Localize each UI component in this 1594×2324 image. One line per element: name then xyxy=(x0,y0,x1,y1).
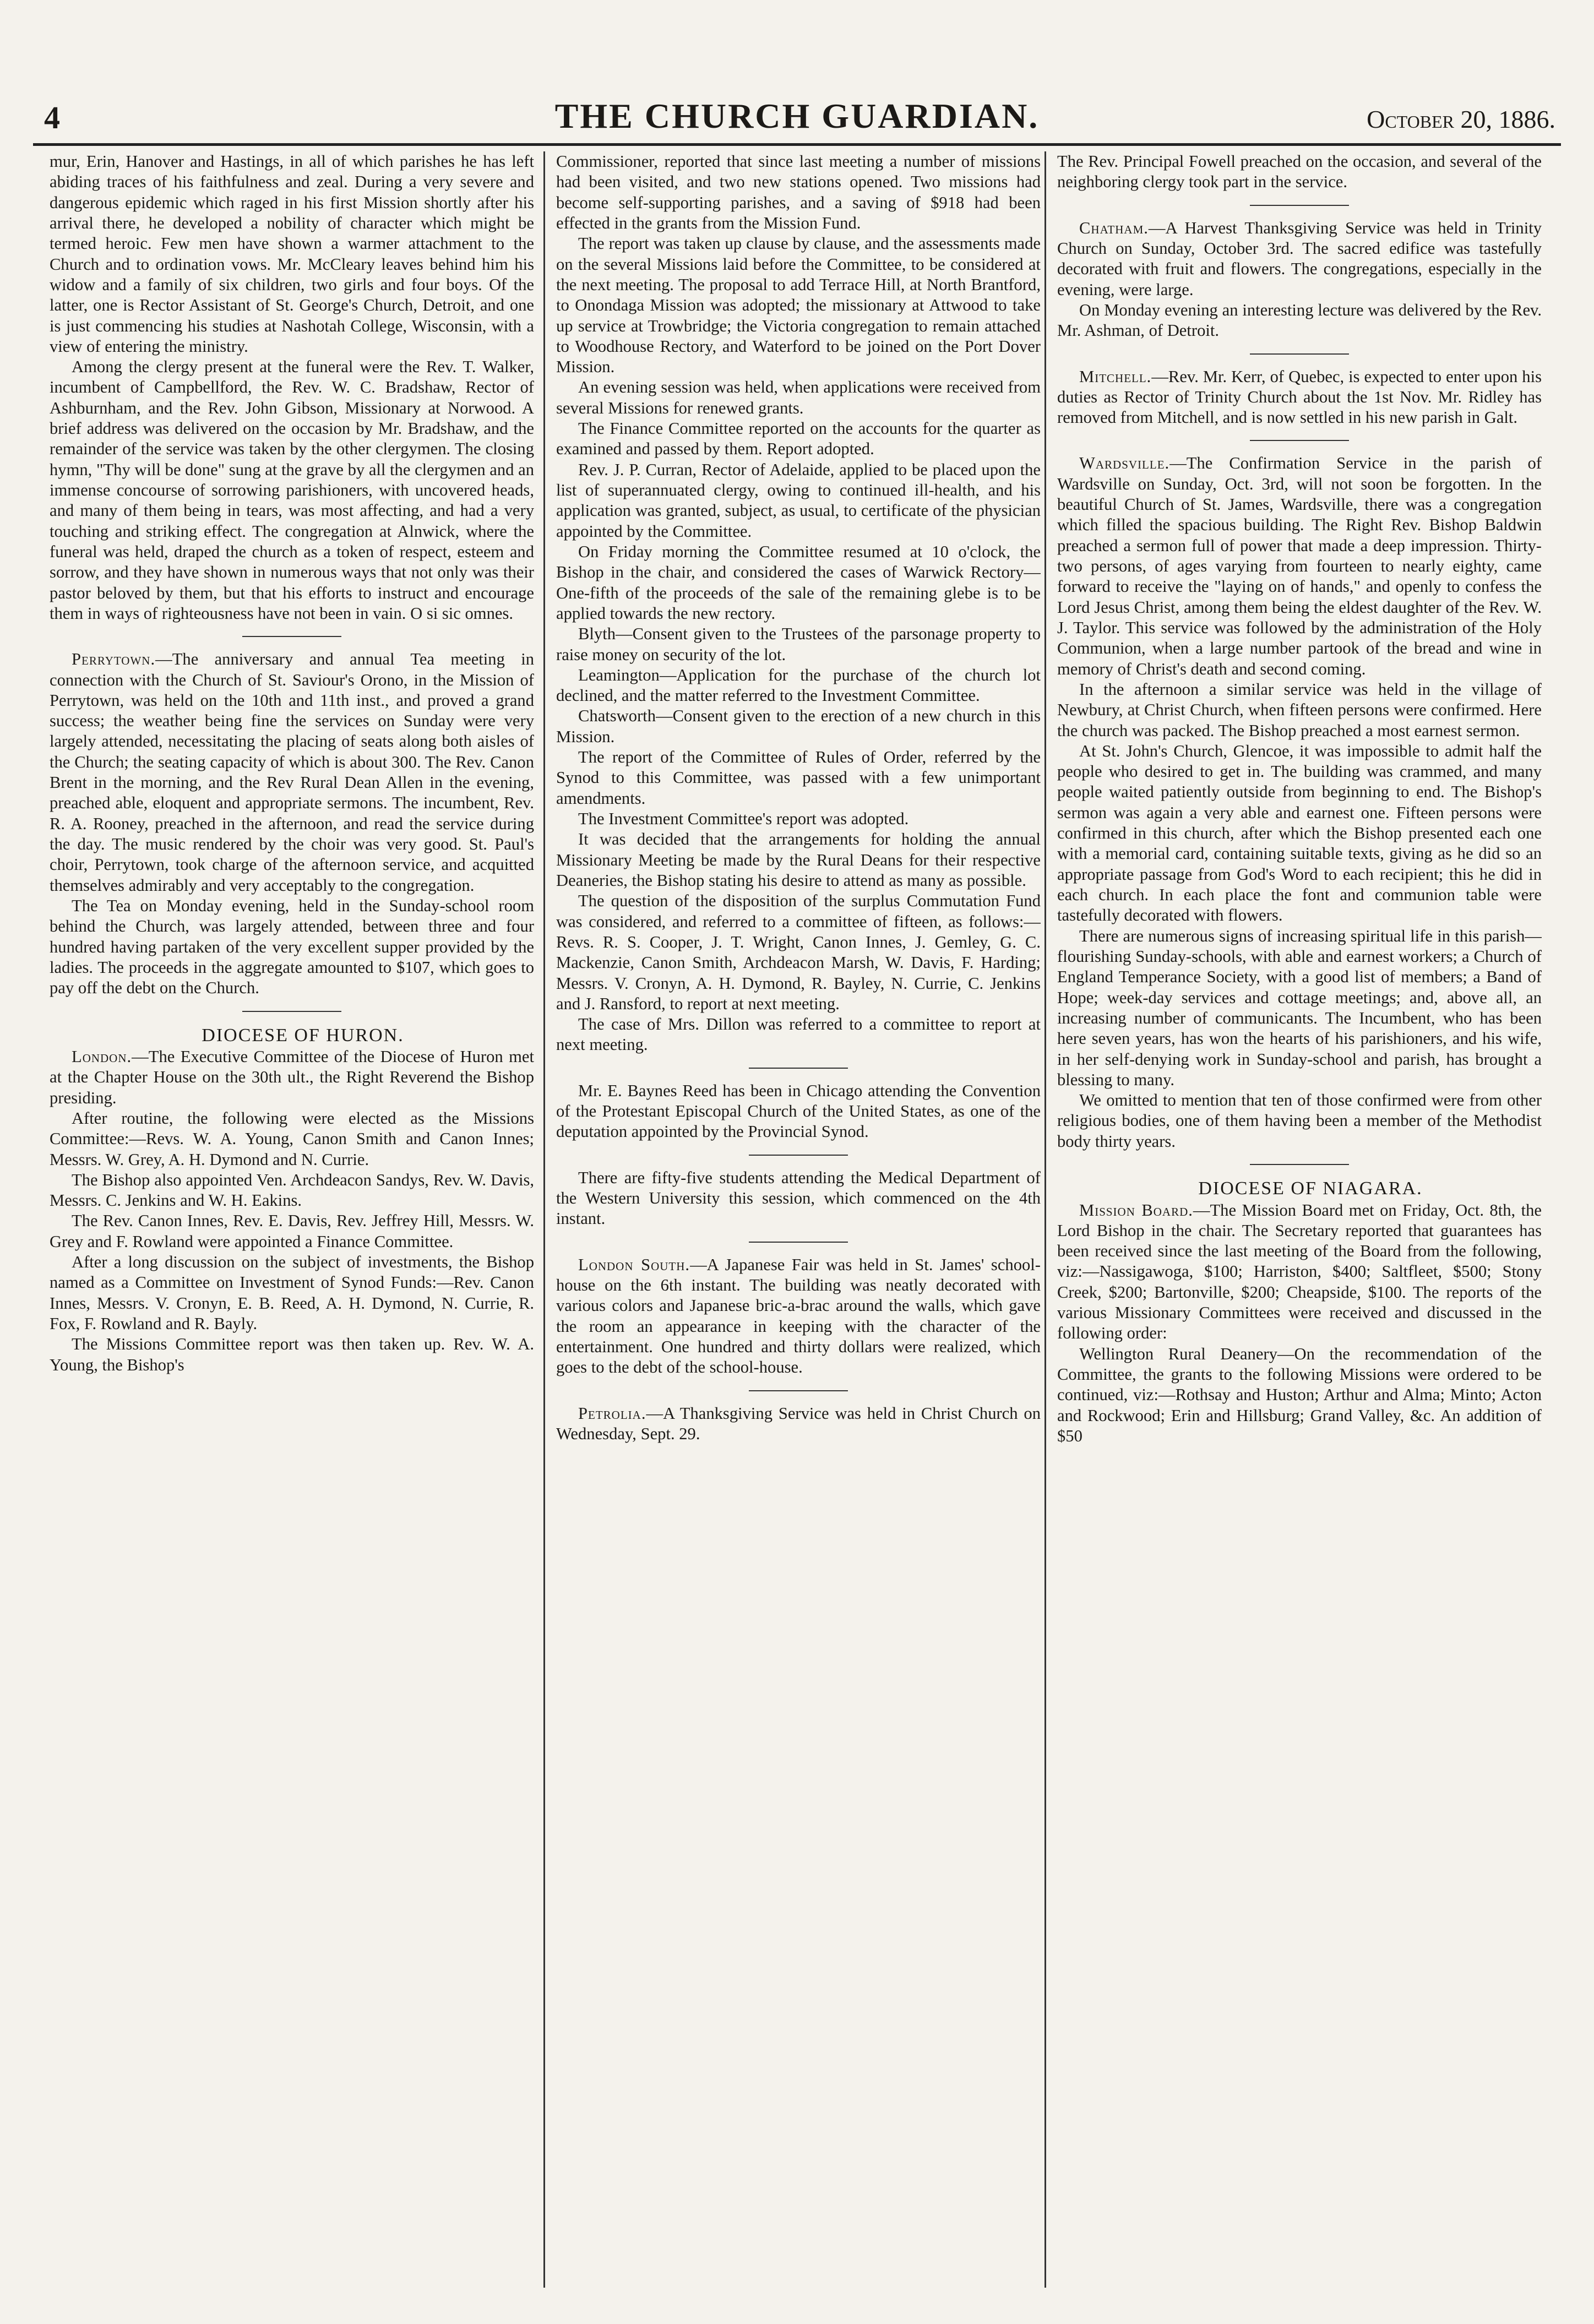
paragraph: The Rev. Principal Fowell preached on the occasion, and several of the neighboring clergy took part in the service. xyxy=(1057,152,1542,192)
paragraph: The report of the Committee of Rules of Order, referred by the Synod to this Committee, was passed with a few unimportant amendments. xyxy=(556,748,1041,808)
section-separator xyxy=(749,1068,848,1069)
place-heading: London South. xyxy=(578,1255,690,1274)
paragraph: There are fifty-five students attending the Medical Department of the Western University this session, which commenced on the 4th instant. xyxy=(556,1168,1041,1228)
paragraph: Blyth—Consent given to the Trustees of the parsonage property to raise money on security of the lot. xyxy=(556,624,1041,664)
place-heading: Chatham. xyxy=(1079,218,1149,237)
place-heading: Mission Board. xyxy=(1079,1200,1193,1220)
paragraph: After routine, the following were elected as the Missions Committee:—Revs. W. A. Young, Canon Smith and Canon Innes; Messrs. W. Grey, A. H. Dymond and N. Currie. xyxy=(50,1108,534,1169)
paragraph: On Friday morning the Committee resumed at 10 o'clock, the Bishop in the chair, and considered the cases of Warwick Rectory—One-fifth of the proceeds of the sale of the remaining glebe is to be applied towards the new rectory. xyxy=(556,542,1041,623)
place-heading: Perrytown. xyxy=(72,650,156,669)
paragraph: The Bishop also appointed Ven. Archdeacon Sandys, Rev. W. Davis, Messrs. C. Jenkins and W. H. Eakins. xyxy=(50,1170,534,1210)
paragraph: Chatham.—A Harvest Thanksgiving Service was held in Trinity Church on Sunday, October 3rd. The sacred edifice was tastefully decorated with fruit and flowers. The congregations, especially in the evening, were large. xyxy=(1057,218,1542,299)
paragraph: The report was taken up clause by clause, and the assessments made on the several Missions laid before the Committee, to be considered at the next meeting. The proposal to add Terrace Hill, at North Brantford, to Onondaga Mission was adopted; the missionary at Attwood to take up service at Trowbridge; the Victoria congregation to remain attached to Woodhouse Rectory, and Waterford to be joined on the Port Dover Mission. xyxy=(556,234,1041,377)
masthead xyxy=(33,94,1561,146)
paragraph: Chatsworth—Consent given to the erection of a new church in this Mission. xyxy=(556,706,1041,746)
place-heading: Petrolia. xyxy=(578,1403,646,1423)
paragraph: It was decided that the arrangements for holding the annual Missionary Meeting be made by the Rural Deans for their respective Deaneries, the Bishop stating his desire to attend as many as possible. xyxy=(556,830,1041,890)
paragraph: The Rev. Canon Innes, Rev. E. Davis, Rev. Jeffrey Hill, Messrs. W. Grey and F. Rowland were appointed a Finance Committee. xyxy=(50,1211,534,1251)
paragraph: Leamington—Application for the purchase of the church lot declined, and the matter referred to the Investment Committee. xyxy=(556,665,1041,705)
paragraph: Petrolia.—A Thanksgiving Service was held in Christ Church on Wednesday, Sept. 29. xyxy=(556,1403,1041,1443)
place-heading: Mitchell. xyxy=(1079,367,1152,386)
paragraph: We omitted to mention that ten of those confirmed were from other religious bodies, one of them having been a member of the Methodist body thirty years. xyxy=(1057,1091,1542,1151)
diocese-heading: DIOCESE OF NIAGARA. xyxy=(1198,1178,1423,1199)
paragraph: Wardsville.—The Confirmation Service in the parish of Wardsville on Sunday, Oct. 3rd, will not soon be forgotten. In the beautiful Church of St. James, Wardsville, there was a congregation which filled the spacious building. The Right Rev. Bishop Baldwin preached a sermon full of power that made a deep impression. Thirty-two persons, of ages varying from fourteen to nearly eighty, came forward to receive the "laying on of hands," and openly to confess the Lord Jesus Christ, among them being the eldest daughter of the Rev. W. J. Taylor. This service was followed by the administration of the Holy Communion, when a large number partook of the bread and wine in memory of Christ's death and second coming. xyxy=(1057,454,1542,678)
paragraph: After a long discussion on the subject of investments, the Bishop named as a Committee on Investment of Synod Funds:—Rev. Canon Innes, Messrs. V. Cronyn, E. B. Reed, A. H. Dymond, N. Currie, R. Fox, F. Rowland and R. Bayly. xyxy=(50,1253,534,1334)
paragraph: The case of Mrs. Dillon was referred to a committee to report at next meeting. xyxy=(556,1015,1041,1054)
page-number: 4 xyxy=(44,100,60,135)
paragraph: The Missions Committee report was then taken up. Rev. W. A. Young, the Bishop's xyxy=(50,1335,534,1374)
paragraph: Mr. E. Baynes Reed has been in Chicago attending the Convention of the Protestant Episcopal Church of the United States, as one of the deputation appointed by the Provincial Synod. xyxy=(556,1081,1041,1141)
section-separator xyxy=(749,1155,848,1156)
place-heading: Wardsville. xyxy=(1079,454,1170,473)
newspaper-title: THE CHURCH GUARDIAN. xyxy=(554,96,1040,135)
paragraph: At St. John's Church, Glencoe, it was impossible to admit half the people who desired to get in. The building was crammed, and many people waited patiently outside from beginning to end. The Bishop's sermon was again a very able and earnest one. Fifteen persons were confirmed in this church, after which the Bishop presented each one with a memorial card, containing suitable texts, giving as he did so an appropriate passage from God's Word to each recipient; this he did in each church. In each place the font and communion table were tastefully decorated with flowers. xyxy=(1057,741,1542,925)
paragraph: Wellington Rural Deanery—On the recommendation of the Committee, the grants to the following Missions were ordered to be continued, viz:—Rothsay and Huston; Arthur and Alma; Minto; Acton and Rockwood; Erin and Hillsburg; Grand Valley, &c. An addition of $50 xyxy=(1057,1344,1542,1445)
paragraph: The Investment Committee's report was adopted. xyxy=(578,809,909,828)
section-separator xyxy=(749,1242,848,1243)
paragraph: mur, Erin, Hanover and Hastings, in all of which parishes he has left abiding traces of his faithfulness and zeal. During a very severe and dangerous epidemic which raged in his first Mission shortly after his arrival there, he developed a nobility of character which might be termed heroic. Few men have shown a warmer attachment to the Church and to ordination vows. Mr. McCleary leaves behind him his widow and a family of six children, two girls and four boys. Of the latter, one is Rector Assistant of St. George's Church, Detroit, and one is just commencing his studies at Nashotah College, Wisconsin, with a view of entering the ministry. xyxy=(50,152,534,356)
paragraph: Perrytown.—The anniversary and annual Tea meeting in connection with the Church of St. Saviour's Orono, in the Mission of Perrytown, was held on the 10th and 11th inst., and proved a grand success; the weather being fine the services on Sunday were very largely attended, necessitating the placing of seats along both aisles of the Church; the seating capacity of which is about 300. The Rev. Canon Brent in the morning, and the Rev Rural Dean Allen in the evening, preached able, eloquent and appropriate sermons. The incumbent, Rev. R. A. Rooney, preached in the afternoon, and read the service during the day. The music rendered by the choir was very good. St. Paul's choir, Perrytown, took charge of the afternoon service, and acquitted themselves admirably and very acceptably to the congregation. xyxy=(50,650,534,895)
paragraph: There are numerous signs of increasing spiritual life in this parish—flourishing Sunday-schools, with able and earnest workers; a Church of England Temperance Society, with a good list of members; a Band of Hope; week-day services and cottage meetings; and, above all, an increasing number of communicants. The Incumbent, who has been here seven years, has won the hearts of his parishioners, and his wife, in her self-denying work in Sunday-school and parish, has brought a blessing to many. xyxy=(1057,926,1542,1089)
place-heading: London. xyxy=(72,1047,132,1066)
column-1 xyxy=(50,151,534,2299)
paragraph: Commissioner, reported that since last meeting a number of missions had been visited, and two new stations opened. Two missions had become self-supporting parishes, and a saving of $918 had been effected in the grants from the Mission Fund. xyxy=(556,152,1041,232)
paragraph: London.—The Executive Committee of the Diocese of Huron met at the Chapter House on the 30th ult., the Right Reverend the Bishop presiding. xyxy=(50,1047,534,1107)
section-separator xyxy=(1250,205,1349,206)
diocese-heading: DIOCESE OF HURON. xyxy=(202,1025,404,1046)
paragraph: In the afternoon a similar service was held in the village of Newbury, at Christ Church, when fifteen persons were confirmed. Here the church was packed. The Bishop preached a most earnest sermon. xyxy=(1057,679,1542,740)
paragraph: The Finance Committee reported on the accounts for the quarter as examined and passed by them. Report adopted. xyxy=(556,419,1041,459)
column-rule xyxy=(543,151,545,2288)
paragraph: London South.—A Japanese Fair was held in St. James' school-house on the 6th instant. The building was neatly decorated with various colors and Japanese bric-a-brac around the walls, which gave the room an appearance in keeping with the character of the entertainment. One hundred and thirty dollars were realized, which goes to the debt of the school-house. xyxy=(556,1255,1041,1377)
section-separator xyxy=(1250,440,1349,441)
section-separator xyxy=(242,1011,341,1012)
paragraph: On Monday evening an interesting lecture was delivered by the Rev. Mr. Ashman, of Detroit. xyxy=(1057,300,1542,340)
column-3 xyxy=(1057,151,1542,2299)
section-separator xyxy=(1250,1164,1349,1165)
column-2 xyxy=(556,151,1041,2299)
section-separator xyxy=(242,636,341,637)
paragraph: An evening session was held, when applications were received from several Missions for renewed grants. xyxy=(556,378,1041,417)
paragraph: The Tea on Monday evening, held in the Sunday-school room behind the Church, was largely attended, between three and four hundred having partaken of the very excellent supper provided by the ladies. The proceeds in the aggregate amounted to $107, which goes to pay off the debt on the Church. xyxy=(50,896,534,998)
paragraph: Mitchell.—Rev. Mr. Kerr, of Quebec, is expected to enter upon his duties as Rector of Trinity Church about the 1st Nov. Mr. Ridley has removed from Mitchell, and is now settled in his new parish in Galt. xyxy=(1057,367,1542,427)
paragraph: Among the clergy present at the funeral were the Rev. T. Walker, incumbent of Campbellford, the Rev. W. C. Bradshaw, Rector of Ashburnham, and the Rev. John Gibson, Missionary at Norwood. A brief address was delivered on the occasion by Mr. Bradshaw, and the remainder of the service was taken by the other clergymen. The closing hymn, "Thy will be done" sung at the grave by all the clergymen and an immense concourse of sorrowing parishioners, with uncovered heads, and many of them being in tears, was most affecting, and had a very touching and striking effect. The congregation at Alnwick, where the funeral was held, draped the church as a token of respect, esteem and sorrow, and they have shown in numerous ways that not only was their pastor beloved by them, but that his efforts to instruct and encourage them in ways of righteousness have not been in vain. O si sic omnes. xyxy=(50,357,534,623)
paragraph: The question of the disposition of the surplus Commutation Fund was considered, and referred to a committee of fifteen, as follows:—Revs. R. S. Cooper, J. T. Wright, Canon Innes, J. Gemley, G. C. Mackenzie, Canon Smith, Archdeacon Marsh, W. Davis, F. Harding; Messrs. V. Cronyn, A. H. Dymond, R. Bayley, N. Currie, C. Jenkins and J. Ransford, to report at next meeting. xyxy=(556,891,1041,1013)
column-rule xyxy=(1044,151,1046,2288)
section-separator xyxy=(749,1390,848,1391)
paragraph: Rev. J. P. Curran, Rector of Adelaide, applied to be placed upon the list of superannuated clergy, owing to continued ill-health, and his application was granted, subject, as usual, to certificate of the physician appointed by the Committee. xyxy=(556,460,1041,541)
section-separator xyxy=(1250,353,1349,355)
issue-date: October 20, 1886. xyxy=(1367,105,1555,133)
paragraph: Mission Board.—The Mission Board met on Friday, Oct. 8th, the Lord Bishop in the chair. The Secretary reported that guarantees has been received since the last meeting of the Board from the following, viz:—Nassigawoga, $100; Harriston, $400; Saltfleet, $500; Stony Creek, $200; Bartonville, $200; Cheapside, $100. The reports of the various Missionary Committees were received and discussed in the following order: xyxy=(1057,1200,1542,1343)
